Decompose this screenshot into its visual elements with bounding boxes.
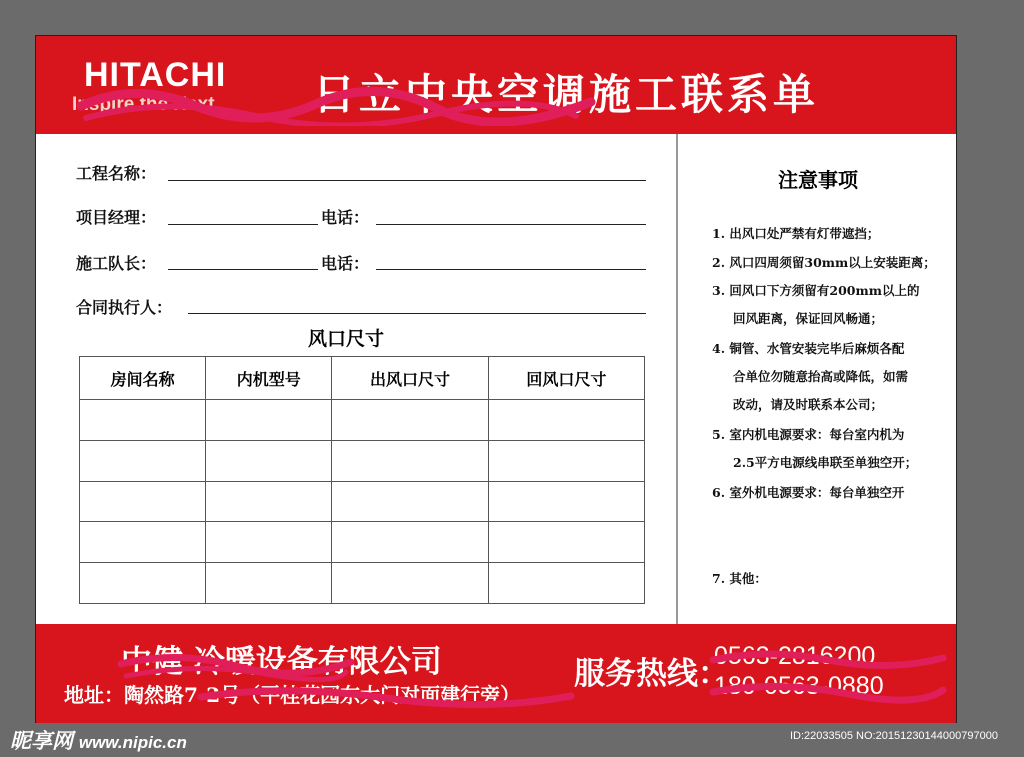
table-cell[interactable] xyxy=(206,563,332,604)
table-cell[interactable] xyxy=(206,400,332,441)
company-address: 地址：陶然路7-2号（平桂花园东大门对面建行旁） xyxy=(64,683,521,707)
watermark-site xyxy=(10,725,187,755)
brand-logo: HITACHI xyxy=(84,56,227,94)
table-cell[interactable] xyxy=(332,563,488,604)
form-title: 日立中央空调施工联系单 xyxy=(313,70,820,119)
table-cell[interactable] xyxy=(332,481,488,522)
note-line: 3. 回风口下方须留有200mm以上的 xyxy=(712,283,920,298)
table-cell[interactable] xyxy=(80,440,206,481)
project-name-input[interactable] xyxy=(168,180,646,181)
col-return-size: 回风口尺寸 xyxy=(488,357,644,400)
table-cell[interactable] xyxy=(80,563,206,604)
table-cell[interactable] xyxy=(488,563,644,604)
table-cell[interactable] xyxy=(80,400,206,441)
team-leader-label: 施工队长： xyxy=(76,254,157,273)
table-cell[interactable] xyxy=(332,522,488,563)
contact-form-sheet xyxy=(35,35,957,723)
note-line: 1. 出风口处严禁有灯带遮挡； xyxy=(712,226,880,241)
table-cell[interactable] xyxy=(488,481,644,522)
notes-title: 注意事项 xyxy=(778,168,858,192)
table-cell[interactable] xyxy=(488,400,644,441)
table-cell[interactable] xyxy=(206,440,332,481)
table-cell[interactable] xyxy=(488,522,644,563)
phone-input-1[interactable] xyxy=(376,224,646,225)
note-line: 4. 铜管、水管安装完毕后麻烦各配 xyxy=(712,341,905,356)
table-cell[interactable] xyxy=(332,440,488,481)
header-banner xyxy=(36,36,956,134)
team-leader-input[interactable] xyxy=(168,269,318,270)
phone-label-2: 电话： xyxy=(321,254,370,273)
table-row xyxy=(80,522,645,563)
project-name-label: 工程名称： xyxy=(76,164,157,183)
phone-label-1: 电话： xyxy=(321,208,370,227)
col-outlet-size: 出风口尺寸 xyxy=(332,357,488,400)
vent-size-title: 风口尺寸 xyxy=(308,328,385,350)
phone-input-2[interactable] xyxy=(376,269,646,270)
hotline-label: 服务热线： xyxy=(574,656,729,692)
note-line: 2.5平方电源线串联至单独空开； xyxy=(733,455,918,470)
watermark-id: ID:22033505 NO:20151230144000797000 xyxy=(790,730,998,742)
table-cell[interactable] xyxy=(206,522,332,563)
note-line: 2. 风口四周须留30mm以上安装距离； xyxy=(712,255,936,270)
company-name: 中健 冷暖设备有限公司 xyxy=(121,644,442,680)
table-cell[interactable] xyxy=(332,400,488,441)
col-indoor-model: 内机型号 xyxy=(206,357,332,400)
hotline-number-2: 180-0563-0880 xyxy=(714,672,884,700)
note-line: 5. 室内机电源要求：每台室内机为 xyxy=(712,427,905,442)
note-line: 合单位勿随意抬高或降低，如需 xyxy=(733,369,909,384)
table-row xyxy=(80,563,645,604)
hotline-number-1: 0563-2816200 xyxy=(714,642,876,670)
note-line: 7. 其他： xyxy=(712,571,767,586)
table-cell[interactable] xyxy=(488,440,644,481)
contract-executor-label: 合同执行人： xyxy=(76,298,173,317)
note-line: 6. 室外机电源要求：每台单独空开 xyxy=(712,485,905,500)
watermark-site-name: 昵享网 xyxy=(10,730,73,753)
note-line: 回风距离，保证回风畅通； xyxy=(733,311,884,326)
brand-tagline: Inspire the Next xyxy=(72,94,215,115)
table-row xyxy=(80,481,645,522)
watermark-url: www.nipic.cn xyxy=(78,733,187,752)
vertical-divider xyxy=(676,134,678,624)
table-row xyxy=(80,400,645,441)
col-room-name: 房间名称 xyxy=(80,357,206,400)
table-row xyxy=(80,440,645,481)
table-cell[interactable] xyxy=(206,481,332,522)
table-cell[interactable] xyxy=(80,481,206,522)
note-line: 改动，请及时联系本公司； xyxy=(733,397,884,412)
table-header-row xyxy=(80,357,645,400)
project-manager-input[interactable] xyxy=(168,224,318,225)
contract-executor-input[interactable] xyxy=(188,313,646,314)
table-cell[interactable] xyxy=(80,522,206,563)
project-manager-label: 项目经理： xyxy=(76,208,157,227)
vent-size-table xyxy=(79,356,645,604)
footer-banner xyxy=(36,624,956,723)
